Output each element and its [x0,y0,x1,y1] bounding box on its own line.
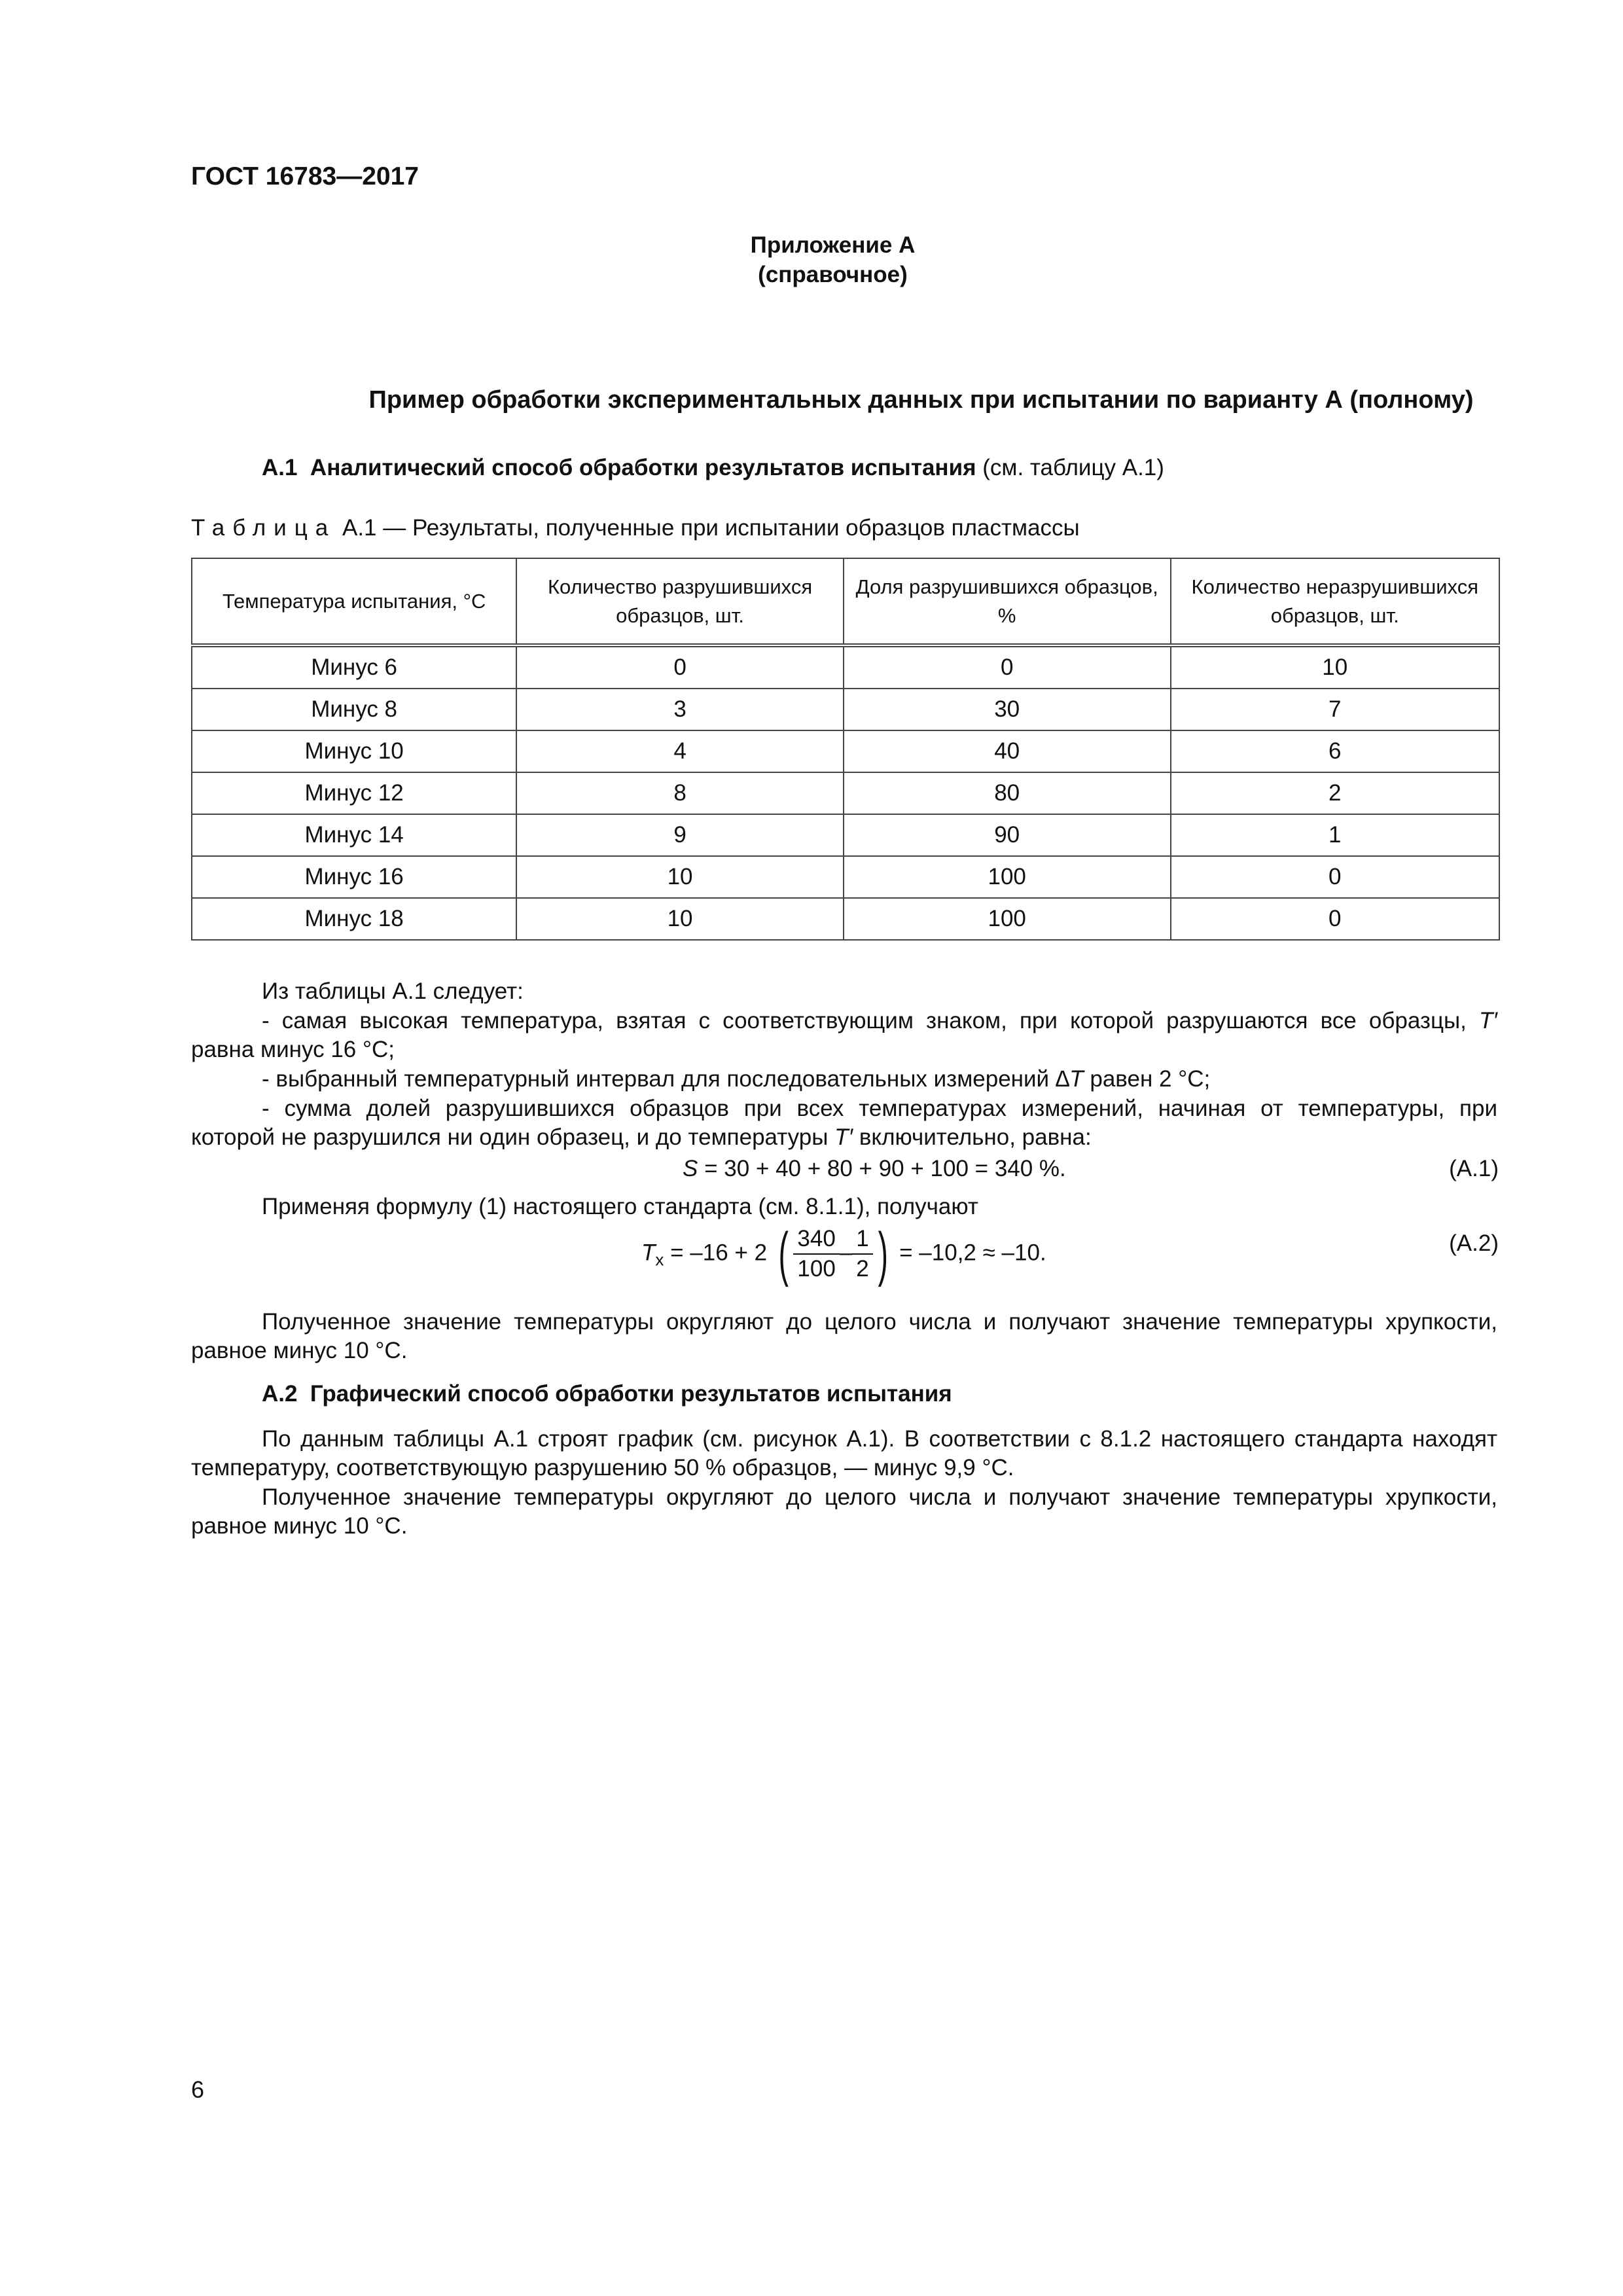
section-a2-p2-line-1: Полученное значение температуры округляют до целого числа и получают значение температуры хрупкости, [262,1484,1497,1510]
main-title: Пример обработки экспериментальных данных при испытании по варианту А (полному) [368,386,1474,414]
table-row [192,814,1499,856]
cell-temperature: Минус 14 [192,814,516,856]
header-failed-share: Доля разрушившихся образцов, % [844,558,1171,645]
header-unfailed-count: Количество неразрушившихся образцов, шт. [1171,558,1499,645]
from-table-text: Из таблицы А.1 следует: [262,978,524,1004]
cell-failed-count: 9 [516,814,844,856]
equation-a2 [641,1221,1046,1287]
cell-unfailed-count: 6 [1171,730,1499,772]
cell-failed-share: 100 [844,856,1171,898]
cell-temperature: Минус 12 [192,772,516,814]
eq1-variable: S [683,1156,698,1181]
table-caption [191,515,1080,541]
equation-a1 [683,1156,1066,1182]
page-number: 6 [191,2076,205,2103]
cell-failed-share: 30 [844,689,1171,730]
eq2-frac1-denominator: 100 [797,1256,836,1282]
cell-failed-count: 10 [516,856,844,898]
cell-temperature: Минус 16 [192,856,516,898]
table-row [192,772,1499,814]
table-caption-text: А.1 — Результаты, полученные при испытании образцов пластмассы [342,515,1080,541]
appendix-subtitle: (справочное) [758,262,908,287]
bullet-2-variable: ∆T [1055,1066,1084,1092]
eq2-subscript: x [655,1249,664,1270]
bullet-3-line-1: - сумма долей разрушившихся образцов при всех температурах измерений, начиная от температуры, при [262,1096,1497,1121]
header-temperature: Температура испытания, °С [192,558,516,645]
eq2-frac2-denominator: 2 [856,1256,869,1282]
table-row [192,730,1499,772]
table-row [192,689,1499,730]
bullet-3-text-end: включительно, равна: [859,1124,1092,1150]
cell-temperature: Минус 18 [192,898,516,940]
cell-unfailed-count: 1 [1171,814,1499,856]
cell-temperature: Минус 10 [192,730,516,772]
eq2-minus: – [839,1240,853,1266]
cell-failed-share: 40 [844,730,1171,772]
equation-a2-number: (А.2) [1449,1230,1499,1256]
equation-a1-number: (А.1) [1449,1156,1499,1181]
eq2-paren-open: ( [778,1221,789,1287]
eq2-fraction-1 [793,1225,839,1283]
appendix-title: Приложение А [750,232,916,258]
eq2-variable: T [641,1240,656,1266]
eq2-right: = –10,2 ≈ –10. [899,1240,1046,1266]
eq2-left: = –16 + 2 [670,1240,768,1266]
result-1-line-1: Полученное значение температуры округляют до целого числа и получают значение температуры хрупкости, [262,1309,1497,1335]
section-a2-p1-line-2: температуру, соответствующую разрушению 50 % образцов, — минус 9,9 °С. [191,1455,1014,1480]
bullet-3-variable: T′ [834,1124,853,1150]
cell-failed-count: 8 [516,772,844,814]
bullet-3-text: которой не разрушился ни один образец, и до температуры [191,1124,829,1150]
table-header-row [192,558,1499,645]
cell-unfailed-count: 7 [1171,689,1499,730]
cell-unfailed-count: 0 [1171,898,1499,940]
cell-failed-share: 0 [844,645,1171,689]
bullet-1-line-1 [262,1007,1497,1035]
section-a1-title: Аналитический способ обработки результатов испытания [310,455,976,480]
table-row [192,645,1499,689]
eq2-fraction-2 [852,1225,872,1283]
cell-unfailed-count: 0 [1171,856,1499,898]
table-row [192,856,1499,898]
cell-temperature: Минус 8 [192,689,516,730]
section-a1-number: А.1 [262,455,298,480]
section-a2-number: А.2 [262,1381,298,1407]
cell-failed-share: 90 [844,814,1171,856]
cell-failed-count: 3 [516,689,844,730]
eq2-frac1-numerator: 340 [793,1225,839,1255]
bullet-3-line-2 [191,1123,1092,1152]
cell-failed-count: 0 [516,645,844,689]
bullet-1-line-2: равна минус 16 °С; [191,1037,395,1062]
bullet-1-variable: T′ [1479,1008,1497,1033]
bullet-1-text: - самая высокая температура, взятая с соответствующим знаком, при которой разрушаются все образцы, [262,1008,1467,1033]
table-caption-word: Таблица [191,515,336,541]
header-failed-count: Количество разрушившихся образцов, шт. [516,558,844,645]
eq1-expression: = 30 + 40 + 80 + 90 + 100 = 340 %. [704,1156,1066,1181]
bullet-2-text: - выбранный температурный интервал для последовательных измерений [262,1066,1050,1092]
section-a2-p2-line-2: равное минус 10 °С. [191,1513,408,1539]
bullet-2 [262,1065,1210,1094]
cell-unfailed-count: 10 [1171,645,1499,689]
section-a2-heading [262,1381,952,1407]
bullet-2-text-end: равен 2 °С; [1090,1066,1211,1092]
section-a2-p1-line-1: По данным таблицы А.1 строят график (см. рисунок А.1). В соответствии с 8.1.2 настоящего стандарта находят [262,1426,1497,1452]
result-1-line-2: равное минус 10 °С. [191,1338,408,1363]
eq2-paren-close: ) [878,1221,888,1287]
cell-failed-share: 100 [844,898,1171,940]
eq2-frac2-numerator: 1 [852,1225,872,1255]
table-row [192,898,1499,940]
applying-formula-text: Применяя формулу (1) настоящего стандарта (см. 8.1.1), получают [262,1194,978,1219]
section-a1-heading [262,455,1164,481]
cell-temperature: Минус 6 [192,645,516,689]
section-a2-title: Графический способ обработки результатов испытания [310,1381,952,1407]
results-table [191,558,1500,941]
cell-failed-share: 80 [844,772,1171,814]
cell-unfailed-count: 2 [1171,772,1499,814]
cell-failed-count: 10 [516,898,844,940]
document-code: ГОСТ 16783—2017 [191,162,419,190]
cell-failed-count: 4 [516,730,844,772]
section-a1-ref: (см. таблицу А.1) [982,455,1164,480]
